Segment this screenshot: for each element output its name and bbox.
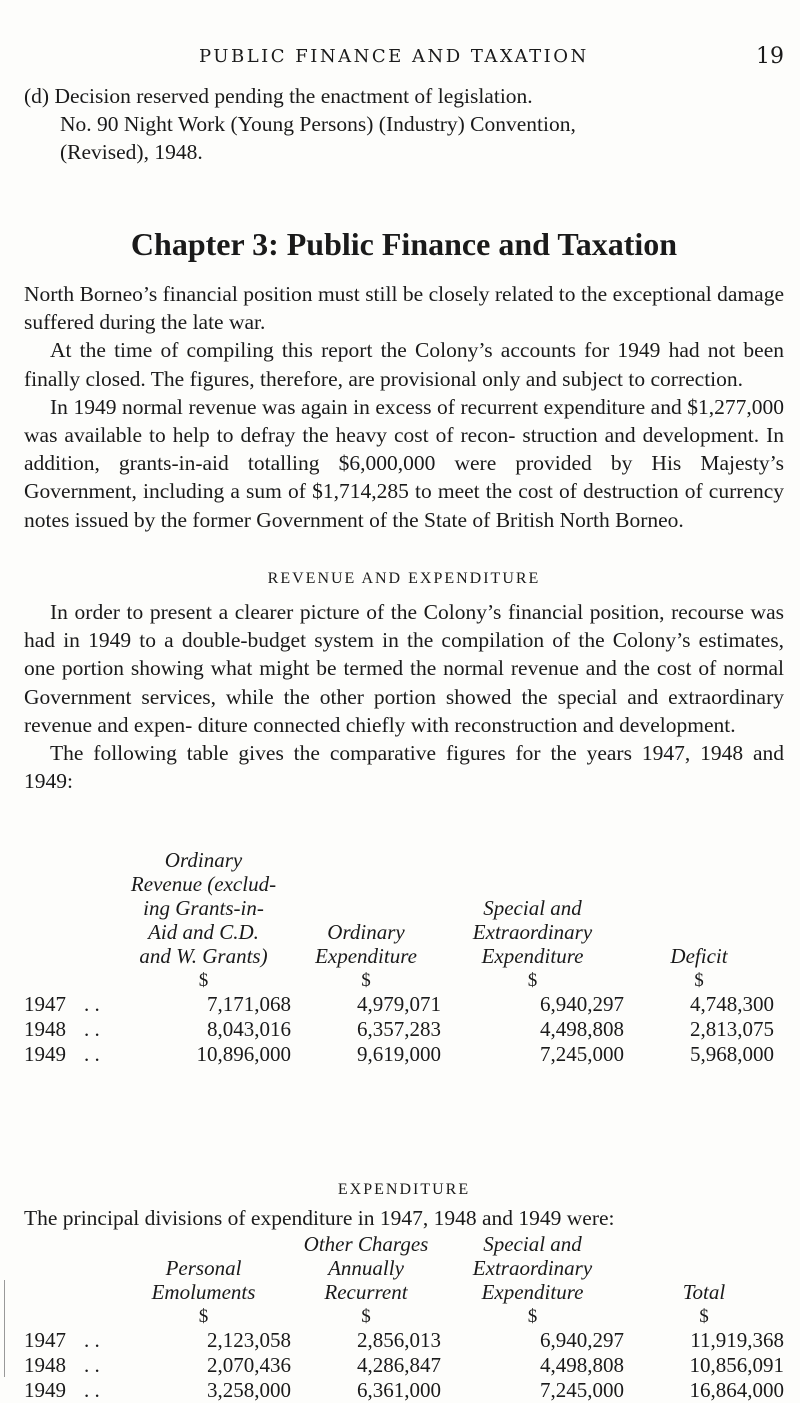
- table-row: [24, 1328, 784, 1353]
- column-header-deficit: Deficit: [670, 944, 728, 968]
- table-row: [24, 1353, 784, 1378]
- accounts-paragraph: At the time of compiling this report the Colony’s accounts for 1949 had not been finally closed. The figures, therefore, are provisional only and subject to correction.: [24, 338, 784, 391]
- table-cell: 8,043,016: [207, 1017, 291, 1041]
- currency-symbol: $: [527, 970, 538, 991]
- table-cell: 3,258,000: [207, 1378, 291, 1402]
- table-cell: 7,171,068: [207, 992, 291, 1016]
- table-cell: 4,748,300: [690, 992, 774, 1016]
- intro-paragraph: North Borneo’s financial position must still be closely related to the exceptional damage suffered during the late war.: [24, 282, 784, 335]
- row-year: 1948: [24, 1017, 66, 1041]
- table-cell: 6,940,297: [540, 1328, 624, 1352]
- column-header-total: Total: [682, 1280, 726, 1304]
- row-year: 1948: [24, 1353, 66, 1377]
- table-cell: 10,856,091: [689, 1353, 784, 1377]
- table-cell: 10,896,000: [196, 1042, 291, 1066]
- column-header-other-charges: Other Charges Annually Recurrent: [303, 1232, 429, 1304]
- row-year: 1947: [24, 992, 66, 1016]
- leader-dots: . .: [84, 1353, 100, 1377]
- section-heading-expenditure: EXPENDITURE: [337, 1181, 471, 1198]
- table-cell: 4,979,071: [357, 992, 441, 1016]
- leader-dots: . .: [84, 1328, 100, 1352]
- column-header-ordinary-revenue: Ordinary Revenue (exclud- ing Grants-in- Aid and C.D. and W. Grants): [130, 848, 277, 968]
- decision-year: (Revised), 1948.: [60, 140, 203, 165]
- row-year: 1949: [24, 1378, 66, 1402]
- table-cell: 7,245,000: [540, 1378, 624, 1402]
- intro-text: [24, 280, 784, 534]
- expenditure-intro: The principal divisions of expenditure in 1947, 1948 and 1949 were:: [24, 1206, 615, 1230]
- expenditure-table-header: [24, 1232, 784, 1304]
- decision-block: [24, 82, 784, 167]
- currency-symbol: $: [361, 1306, 371, 1327]
- column-header-special-expenditure: Special and Extraordinary Expenditure: [472, 1232, 593, 1304]
- table-row: [24, 1378, 784, 1403]
- row-year: 1949: [24, 1042, 66, 1066]
- leader-dots: . .: [84, 992, 100, 1016]
- table-row: [24, 1017, 774, 1042]
- section-heading-revenue: REVENUE AND EXPENDITURE: [267, 570, 541, 587]
- table-cell: 4,286,847: [357, 1353, 441, 1377]
- currency-row: [24, 968, 774, 992]
- table-cell: 6,357,283: [357, 1017, 441, 1041]
- row-year: 1947: [24, 1328, 66, 1352]
- leader-dots: . .: [84, 1042, 100, 1066]
- table-row: [24, 992, 774, 1017]
- table-intro-paragraph: The following table gives the comparative figures for the years 1947, 1948 and 1949:: [24, 741, 784, 794]
- currency-symbol: $: [198, 1306, 209, 1327]
- table-cell: 7,245,000: [540, 1042, 624, 1066]
- decision-convention: No. 90 Night Work (Young Persons) (Industry) Convention,: [60, 112, 576, 137]
- section-text: [24, 598, 784, 795]
- revenue-table-header: [24, 848, 774, 968]
- column-header-personal-emoluments: Personal Emoluments: [151, 1256, 256, 1304]
- table-cell: 2,813,075: [690, 1017, 774, 1041]
- leader-dots: . .: [84, 1378, 100, 1402]
- table-cell: 2,856,013: [357, 1328, 441, 1352]
- chapter-title-wrap: [24, 226, 784, 263]
- running-head: [24, 46, 784, 76]
- table-cell: 6,361,000: [357, 1378, 441, 1402]
- table-cell: 2,070,436: [207, 1353, 291, 1377]
- section-heading-wrap: [24, 570, 784, 588]
- currency-symbol: $: [527, 1306, 538, 1327]
- currency-symbol: $: [361, 970, 371, 991]
- page-number: 19: [756, 44, 784, 69]
- currency-symbol: $: [699, 1306, 709, 1327]
- table-cell: 5,968,000: [690, 1042, 774, 1066]
- table-cell: 9,619,000: [357, 1042, 441, 1066]
- expenditure-intro-wrap: [24, 1204, 784, 1232]
- expenditure-table: [24, 1232, 784, 1403]
- column-header-ordinary-expenditure: Ordinary Expenditure: [315, 920, 417, 968]
- expenditure-heading-wrap: [24, 1181, 784, 1199]
- revenue-paragraph: In 1949 normal revenue was again in excess of recurrent expenditure and $1,277,000 was available to help to defray the heavy cost of recon- struction and development. In addition, grants-in-aid totalling $6,000,000 were provided by His Majesty’s Government, including a sum of $1,714,285 to meet the cost of destruction of currency notes issued by the former Government of the State of British North Borneo.: [24, 394, 784, 532]
- table-cell: 4,498,808: [540, 1017, 624, 1041]
- currency-symbol: $: [198, 970, 209, 991]
- currency-symbol: $: [694, 970, 704, 991]
- currency-row: [24, 1304, 784, 1328]
- chapter-title: Chapter 3: Public Finance and Taxation: [130, 226, 678, 262]
- table-cell: 2,123,058: [207, 1328, 291, 1352]
- leader-dots: . .: [84, 1017, 100, 1041]
- budget-paragraph: In order to present a clearer picture of the Colony’s financial position, recourse was had in 1949 to a double-budget system in the compilation of the Colony’s estimates, one portion showing what might be termed the normal revenue and the cost of normal Government services, while the other portion showed the special and extraordinary revenue and expen- diture connected chiefly with reconstruction and development.: [24, 600, 784, 737]
- table-cell: 16,864,000: [689, 1378, 784, 1402]
- table-row: [24, 1042, 774, 1067]
- table-cell: 11,919,368: [690, 1328, 784, 1352]
- running-title: PUBLIC FINANCE AND TAXATION: [199, 46, 589, 67]
- revenue-table: [24, 848, 774, 1067]
- decision-label: (d) Decision reserved pending the enactment of legislation.: [24, 84, 533, 108]
- page-edge-line: [4, 1280, 5, 1377]
- table-cell: 4,498,808: [540, 1353, 624, 1377]
- table-cell: 6,940,297: [540, 992, 624, 1016]
- column-header-special-expenditure: Special and Extraordinary Expenditure: [472, 896, 593, 968]
